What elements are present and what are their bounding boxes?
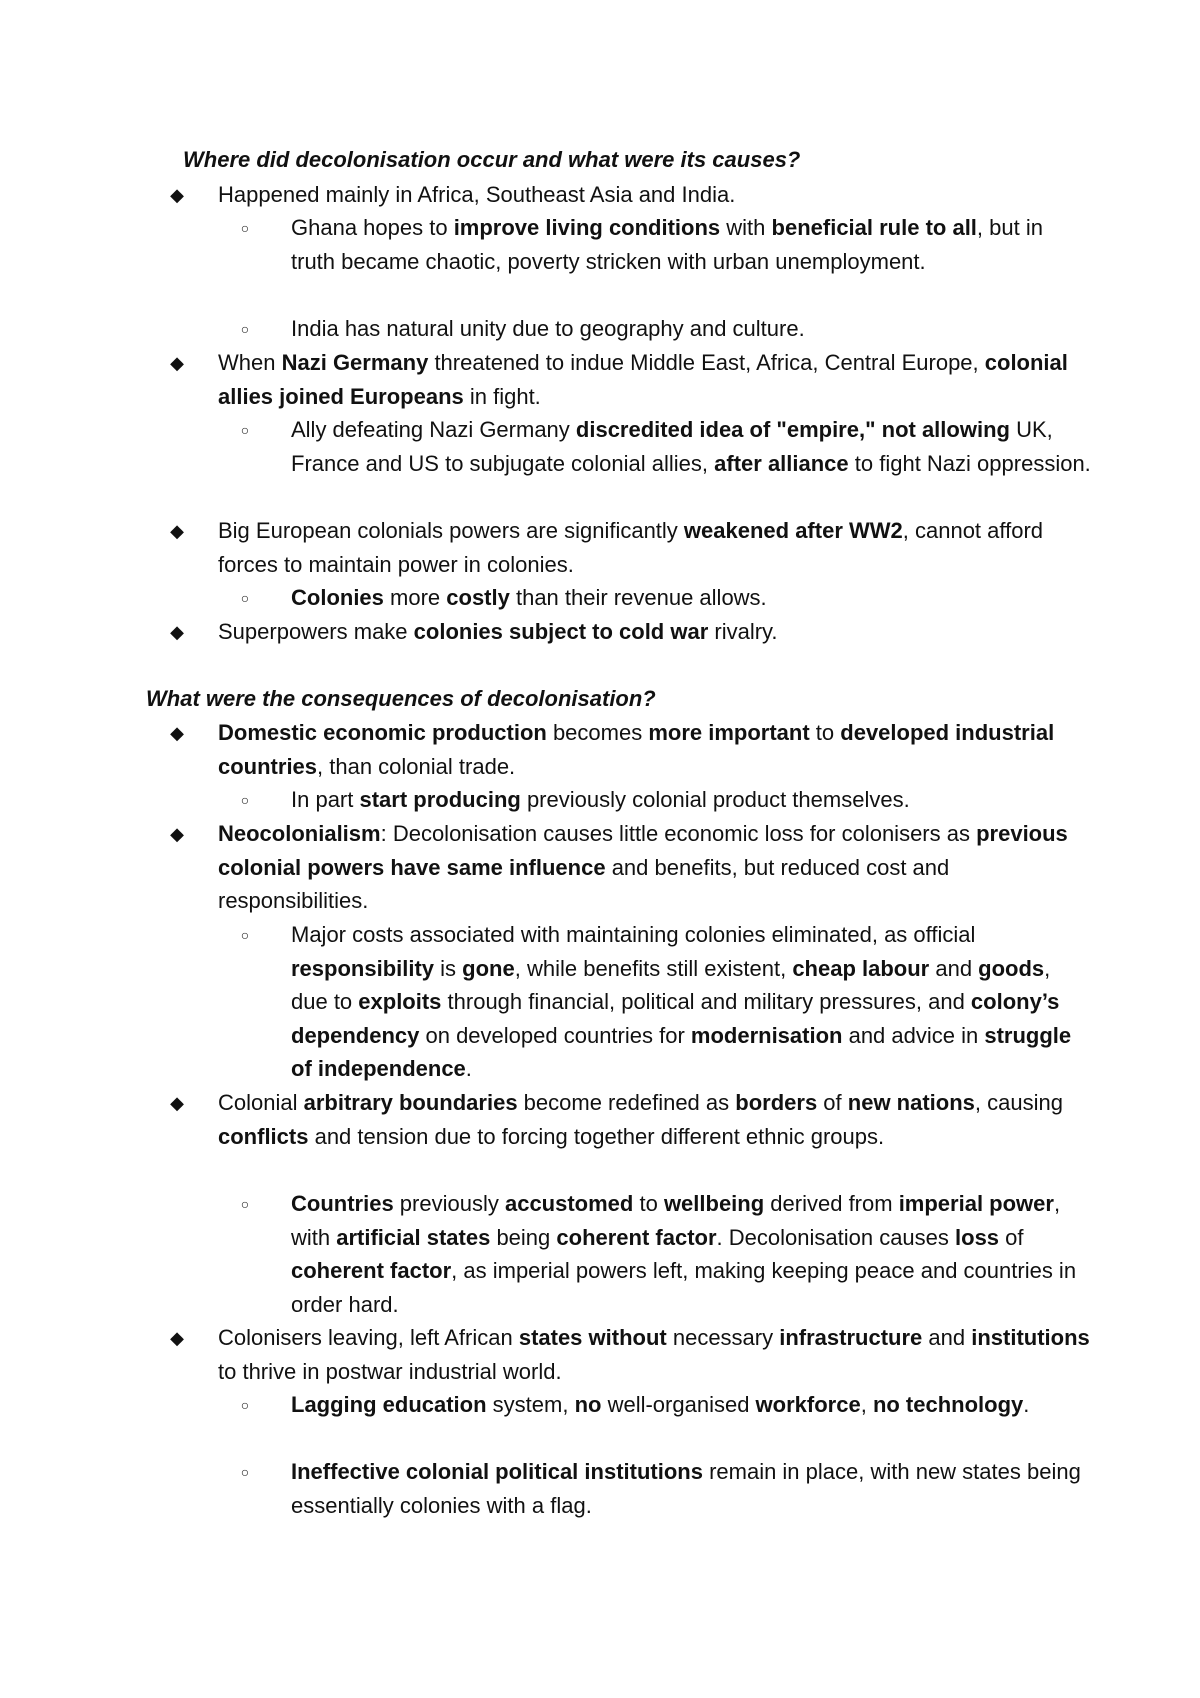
- bullet-text: [218, 514, 1098, 581]
- bold-text-segment: developed industrial countries: [218, 720, 1055, 779]
- text-segment: , as imperial powers left, making keeping peace and countries in order hard.: [291, 1258, 1077, 1317]
- bold-text-segment: conflicts: [218, 1123, 309, 1149]
- text-segment: Superpowers make: [218, 619, 414, 644]
- text-segment: to: [809, 720, 841, 745]
- bold-text-segment: Neocolonialism: [218, 821, 381, 846]
- text-segment: than their revenue allows.: [509, 585, 767, 610]
- circle-bullet-icon: ○: [240, 792, 250, 808]
- bold-text-segment: gone: [462, 955, 515, 981]
- bold-text-segment: Countries: [291, 1191, 394, 1216]
- bold-text-segment: imperial power: [898, 1191, 1054, 1216]
- bold-text-segment: Nazi Germany: [281, 350, 429, 375]
- bold-text-segment: previous colonial powers have same influence: [218, 821, 1068, 880]
- text-segment: UK, France and US to subjugate colonial allies,: [291, 417, 1053, 476]
- bold-text-segment: weakened after WW2: [683, 518, 903, 543]
- text-segment: , cannot afford forces to maintain power in colonies.: [218, 518, 1044, 577]
- text-segment: threatened to indue Middle East, Africa, Central Europe,: [428, 350, 985, 375]
- text-segment: , but in truth became chaotic, poverty stricken with urban unemployment.: [291, 215, 1043, 274]
- bold-text-segment: responsibility: [291, 955, 435, 981]
- bold-text-segment: cheap labour: [792, 955, 930, 981]
- bullet-text: [218, 1086, 1098, 1153]
- text-segment: Ally defeating Nazi Germany: [291, 417, 576, 442]
- bold-text-segment: accustomed: [504, 1191, 634, 1216]
- sub-bullet-text: [291, 581, 1091, 615]
- bold-text-segment: coherent factor: [556, 1224, 717, 1250]
- bold-text-segment: arbitrary boundaries: [303, 1090, 518, 1115]
- text-segment: and advice in: [842, 1022, 985, 1048]
- text-segment: and tension due to forcing together different ethnic groups.: [308, 1123, 885, 1149]
- diamond-bullet-icon: ◆: [170, 185, 184, 205]
- bold-text-segment: beneficial rule to all: [771, 215, 977, 240]
- text-segment: , while benefits still existent,: [514, 955, 793, 981]
- diamond-bullet-icon: ◆: [170, 1093, 184, 1113]
- bold-text-segment: colonial allies joined Europeans: [218, 350, 1068, 409]
- bold-text-segment: Colonies: [291, 585, 384, 610]
- diamond-bullet-icon: ◆: [170, 824, 184, 844]
- sub-bullet-text: [291, 783, 1091, 817]
- diamond-bullet-icon: ◆: [170, 723, 184, 743]
- bold-text-segment: wellbeing: [663, 1191, 765, 1216]
- text-segment: previously colonial product themselves.: [520, 787, 910, 812]
- text-segment: necessary: [666, 1325, 780, 1350]
- text-segment: on developed countries for: [419, 1022, 691, 1048]
- text-segment: is: [434, 955, 463, 981]
- sub-bullet-text: [291, 1187, 1091, 1321]
- text-segment: In part: [291, 787, 360, 812]
- bold-text-segment: workforce: [755, 1392, 861, 1417]
- text-segment: : Decolonisation causes little economic loss for colonisers as: [380, 821, 977, 846]
- text-segment: India has natural unity due to geography and culture.: [291, 316, 805, 341]
- bold-text-segment: colonies subject to cold war: [413, 619, 709, 644]
- bold-text-segment: loss: [955, 1224, 1000, 1250]
- text-segment: , than colonial trade.: [317, 753, 516, 779]
- circle-bullet-icon: ○: [240, 1464, 250, 1480]
- text-segment: and: [922, 1325, 972, 1350]
- bold-text-segment: goods: [978, 955, 1045, 981]
- bold-text-segment: struggle of independence: [291, 1022, 1072, 1082]
- text-segment: being: [490, 1224, 557, 1250]
- sub-bullet-text: [291, 918, 1091, 1086]
- text-segment: Happened mainly in Africa, Southeast Asia and India.: [218, 182, 736, 207]
- circle-bullet-icon: ○: [240, 422, 250, 438]
- bold-text-segment: after alliance: [714, 450, 849, 476]
- text-segment: well-organised: [601, 1392, 756, 1417]
- bold-text-segment: start producing: [359, 787, 521, 812]
- text-segment: When: [218, 350, 282, 375]
- text-segment: . Decolonisation causes: [716, 1224, 956, 1250]
- bullet-text: [218, 1321, 1098, 1388]
- text-segment: to thrive in postwar industrial world.: [218, 1358, 562, 1384]
- diamond-bullet-icon: ◆: [170, 521, 184, 541]
- diamond-bullet-icon: ◆: [170, 622, 184, 642]
- circle-bullet-icon: ○: [240, 927, 250, 943]
- bold-text-segment: new nations: [847, 1090, 975, 1115]
- bold-text-segment: artificial states: [336, 1224, 491, 1250]
- text-segment: , due to: [291, 955, 1051, 1015]
- circle-bullet-icon: ○: [240, 220, 250, 236]
- sub-bullet-text: [291, 1455, 1091, 1522]
- text-segment: rivalry.: [708, 619, 778, 644]
- bold-text-segment: institutions: [971, 1325, 1090, 1350]
- circle-bullet-icon: ○: [240, 1196, 250, 1212]
- diamond-bullet-icon: ◆: [170, 1328, 184, 1348]
- text-segment: Colonisers leaving, left African: [218, 1325, 519, 1350]
- text-segment: .: [465, 1056, 472, 1082]
- bold-text-segment: discredited idea of "empire," not allowing: [575, 417, 1010, 442]
- text-segment: to: [633, 1191, 664, 1216]
- text-segment: to fight Nazi oppression.: [848, 450, 1091, 476]
- bullet-text: [218, 817, 1098, 918]
- text-segment: of: [817, 1090, 848, 1115]
- bullet-text: [218, 716, 1098, 783]
- circle-bullet-icon: ○: [240, 1397, 250, 1413]
- bold-text-segment: Domestic economic production: [218, 720, 547, 745]
- bold-text-segment: modernisation: [690, 1022, 843, 1048]
- text-segment: system,: [486, 1392, 575, 1417]
- text-segment: Major costs associated with maintaining colonies eliminated, as official: [291, 922, 976, 947]
- bold-text-segment: colony’s dependency: [291, 989, 1060, 1048]
- bold-text-segment: coherent factor: [291, 1258, 452, 1284]
- bold-text-segment: no: [574, 1392, 602, 1417]
- sub-bullet-text: [291, 1388, 1091, 1422]
- bold-text-segment: exploits: [358, 989, 442, 1015]
- text-segment: Big European colonials powers are significantly: [218, 518, 684, 543]
- bullet-text: [218, 178, 1098, 212]
- text-segment: Colonial: [218, 1090, 304, 1115]
- section-heading: Where did decolonisation occur and what were its causes?: [183, 147, 801, 172]
- text-segment: previously: [393, 1191, 505, 1216]
- text-segment: , with: [291, 1191, 1061, 1250]
- bullet-text: [218, 615, 1098, 649]
- text-segment: more: [383, 585, 447, 610]
- bold-text-segment: states without: [518, 1325, 667, 1350]
- bold-text-segment: Ineffective colonial political institutions: [291, 1459, 703, 1484]
- sub-bullet-text: [291, 413, 1091, 480]
- bold-text-segment: Lagging education: [291, 1392, 487, 1417]
- bold-text-segment: borders: [735, 1090, 818, 1115]
- text-segment: with: [720, 215, 772, 240]
- bold-text-segment: costly: [446, 585, 510, 610]
- bold-text-segment: infrastructure: [779, 1325, 923, 1350]
- section-heading: What were the consequences of decolonisation?: [146, 686, 656, 711]
- text-segment: .: [1023, 1392, 1030, 1417]
- bold-text-segment: improve living conditions: [453, 215, 721, 240]
- text-segment: remain in place, with new states being essentially colonies with a flag.: [291, 1459, 1081, 1518]
- text-segment: in fight.: [463, 383, 541, 409]
- sub-bullet-text: [291, 211, 1091, 278]
- text-segment: of: [999, 1224, 1024, 1250]
- text-segment: Ghana hopes to: [291, 215, 454, 240]
- text-segment: becomes: [546, 720, 649, 745]
- diamond-bullet-icon: ◆: [170, 353, 184, 373]
- text-segment: through financial, political and military pressures, and: [441, 989, 971, 1015]
- text-segment: derived from: [764, 1191, 899, 1216]
- text-segment: and benefits, but reduced cost and responsibilities.: [218, 854, 950, 914]
- text-segment: , causing: [974, 1090, 1063, 1115]
- text-segment: and: [929, 955, 979, 981]
- text-segment: ,: [860, 1392, 873, 1417]
- sub-bullet-text: [291, 312, 1091, 346]
- bold-text-segment: no technology: [872, 1392, 1024, 1417]
- bold-text-segment: more important: [648, 720, 810, 745]
- bullet-text: [218, 346, 1098, 413]
- circle-bullet-icon: ○: [240, 321, 250, 337]
- circle-bullet-icon: ○: [240, 590, 250, 606]
- text-segment: become redefined as: [517, 1090, 736, 1115]
